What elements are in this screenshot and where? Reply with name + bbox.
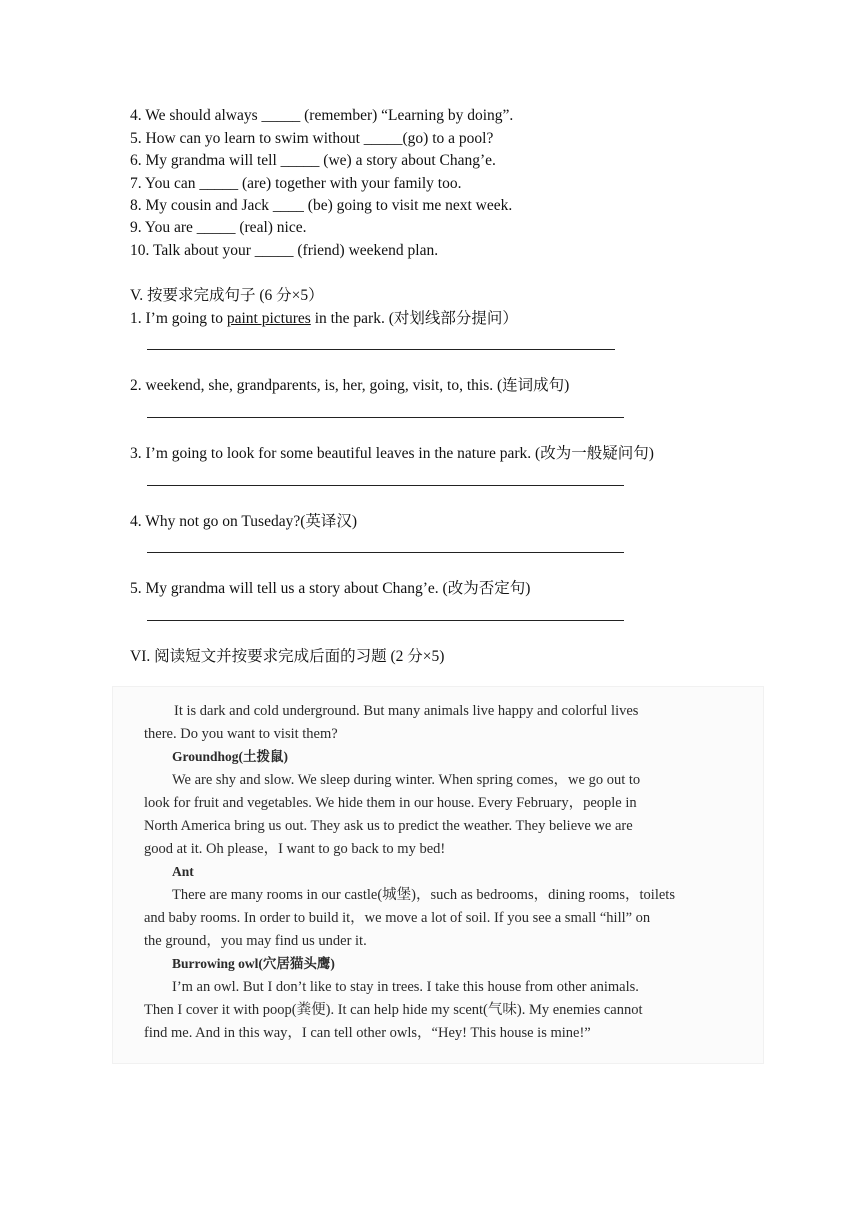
groundhog-heading: Groundhog(土拨鼠)	[172, 749, 289, 764]
exercise-item-6: 6. My grandma will tell _____ (we) a story about Chang’e.	[130, 152, 496, 169]
ant-line: the ground，you may find us under it.	[144, 933, 367, 949]
groundhog-line: good at it. Oh please，I want to go back to my bed!	[144, 841, 446, 857]
reading-passage	[112, 686, 764, 1064]
section-v-question-3: 3. I’m going to look for some beautiful leaves in the nature park. (改为一般疑问句)	[130, 445, 654, 462]
groundhog-line: look for fruit and vegetables. We hide them in our house. Every February，people in	[144, 795, 637, 811]
exercise-item-10: 10. Talk about your _____ (friend) weekend plan.	[130, 242, 439, 259]
exercise-item-8: 8. My cousin and Jack ____ (be) going to visit me next week.	[130, 197, 513, 214]
passage-intro-line: there. Do you want to visit them?	[144, 726, 338, 742]
exercise-item-5: 5. How can yo learn to swim without _____(go) to a pool?	[130, 130, 494, 147]
question-1-prefix: 1. I’m going to	[130, 310, 227, 327]
owl-heading: Burrowing owl(穴居猫头鹰)	[172, 956, 335, 971]
answer-line-5[interactable]	[147, 620, 624, 621]
answer-line-1[interactable]	[147, 349, 615, 350]
passage-intro-line: It is dark and cold underground. But many animals live happy and colorful lives	[174, 703, 639, 719]
exercise-item-7: 7. You can _____ (are) together with your family too.	[130, 175, 462, 192]
section-v-question-2: 2. weekend, she, grandparents, is, her, going, visit, to, this. (连词成句)	[130, 377, 570, 394]
ant-line: There are many rooms in our castle(城堡)，such as bedrooms，dining rooms，toilets	[172, 887, 675, 903]
section-vi-title: VI. 阅读短文并按要求完成后面的习题 (2 分×5)	[130, 648, 445, 665]
ant-heading: Ant	[172, 864, 194, 879]
groundhog-line: We are shy and slow. We sleep during winter. When spring comes，we go out to	[172, 772, 641, 788]
groundhog-line: North America bring us out. They ask us to predict the weather. They believe we are	[144, 818, 633, 834]
question-1-underlined-phrase: paint pictures	[226, 310, 311, 327]
question-1-suffix: in the park. (对划线部分提问）	[310, 310, 518, 327]
owl-line: Then I cover it with poop(粪便). It can help hide my scent(气味). My enemies cannot	[144, 1002, 643, 1018]
owl-line: I’m an owl. But I don’t like to stay in trees. I take this house from other animals.	[172, 979, 639, 995]
exercise-item-4: 4. We should always _____ (remember) “Learning by doing”.	[130, 107, 514, 124]
answer-line-3[interactable]	[147, 485, 624, 486]
section-v-question-5: 5. My grandma will tell us a story about Chang’e. (改为否定句)	[130, 580, 531, 597]
section-v-question-1	[130, 309, 518, 329]
answer-line-4[interactable]	[147, 552, 624, 553]
answer-line-2[interactable]	[147, 417, 624, 418]
exercise-item-9: 9. You are _____ (real) nice.	[130, 219, 307, 236]
owl-line: find me. And in this way，I can tell other owls，“Hey! This house is mine!”	[144, 1025, 591, 1041]
section-v-title: V. 按要求完成句子 (6 分×5）	[130, 287, 324, 304]
ant-line: and baby rooms. In order to build it，we move a lot of soil. If you see a small “hill” on	[144, 910, 651, 926]
section-v-question-4: 4. Why not go on Tuseday?(英译汉)	[130, 513, 358, 530]
